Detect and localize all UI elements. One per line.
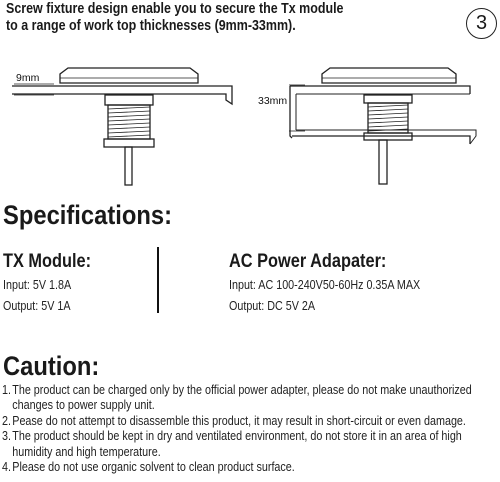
step-number-badge bbox=[466, 8, 497, 39]
tx-module-output: Output: 5V 1A bbox=[3, 299, 71, 313]
caution-item-number: 4. bbox=[2, 460, 11, 475]
caution-list bbox=[2, 383, 489, 475]
intro-text bbox=[6, 1, 367, 35]
caution-item-text: The product should be kept in dry and ventilated environment, do not store it in an area of high humidity and high temperature. bbox=[12, 429, 462, 459]
caution-item-number: 3. bbox=[2, 429, 11, 444]
intro-line-1: Screw fixture design enable you to secure the Tx module bbox=[6, 1, 344, 17]
thin-worktop-diagram bbox=[12, 68, 232, 185]
thick-worktop-diagram bbox=[289, 68, 476, 184]
specifications-heading: Specifications: bbox=[3, 200, 173, 230]
thick-worktop-label: 33mm bbox=[258, 95, 288, 107]
ac-adapter-input: Input: AC 100-240V50-60Hz 0.35A MAX bbox=[229, 278, 421, 292]
tx-module-title: TX Module: bbox=[3, 251, 92, 272]
caution-item-number: 2. bbox=[2, 413, 11, 428]
caution-item-text: Pease do not attempt to disassemble this product, it may result in short-circuit or even damage. bbox=[12, 413, 466, 428]
caution-item-text: The product can be charged only by the official power adapter, please do not make unauthorized changes to power supply unit. bbox=[12, 383, 472, 413]
thin-worktop-label: 9mm bbox=[16, 72, 40, 84]
caution-item-text: Please do not use organic solvent to clean product surface. bbox=[12, 460, 295, 475]
installation-diagram bbox=[0, 55, 500, 195]
caution-heading: Caution: bbox=[3, 351, 100, 381]
caution-item bbox=[2, 414, 489, 429]
caution-item-number: 1. bbox=[2, 383, 11, 397]
step-number: 3 bbox=[475, 12, 488, 34]
ac-adapter-title: AC Power Adapater: bbox=[229, 251, 387, 272]
spec-divider bbox=[157, 247, 159, 313]
caution-item bbox=[2, 429, 489, 460]
caution-item bbox=[2, 383, 489, 414]
tx-module-input: Input: 5V 1.8A bbox=[3, 278, 72, 292]
ac-adapter-output: Output: DC 5V 2A bbox=[229, 299, 316, 313]
intro-line-2: to a range of work top thicknesses (9mm-33mm). bbox=[6, 18, 296, 34]
caution-item bbox=[2, 460, 489, 475]
